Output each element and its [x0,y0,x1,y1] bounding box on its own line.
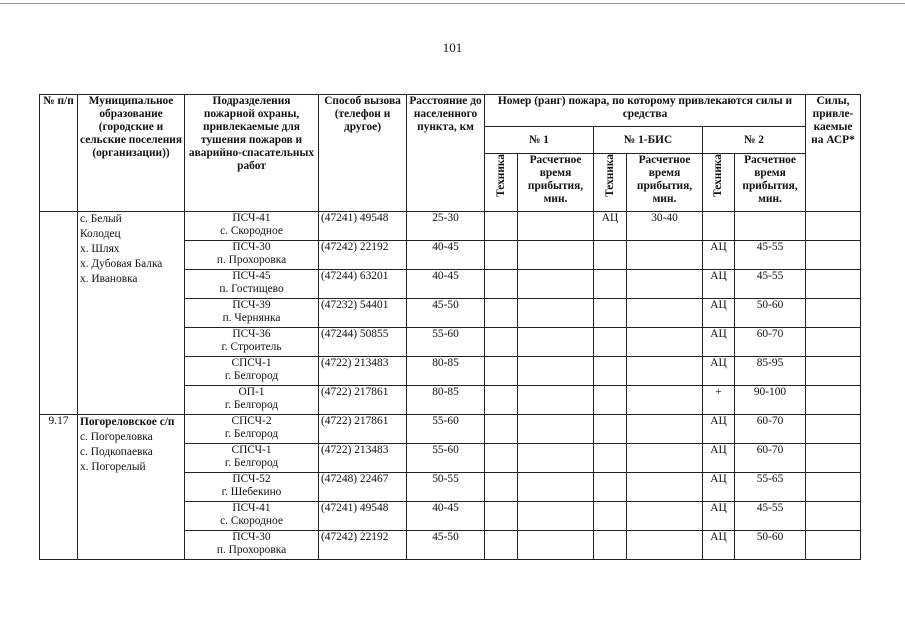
unit-location: г. Белгород [224,457,279,469]
unit-cell [185,212,319,241]
eta-rank-1-bis [627,444,703,473]
tech-rank-1 [485,502,518,531]
unit-name: СПСЧ-1 [231,444,272,456]
distance-value: 55-60 [407,328,485,357]
tech-rank-1-bis [594,241,627,270]
eta-rank-2 [735,212,806,241]
group-number: 9.17 [40,415,78,560]
eta-rank-1-bis [627,299,703,328]
eta-rank-1 [518,299,594,328]
unit-location: г. Строитель [221,341,282,353]
unit-location: с. Скородное [220,225,283,237]
call-phone: (47244) 50855 [319,328,407,357]
tech-rank-1-bis: АЦ [594,212,627,241]
tech-rank-1 [485,299,518,328]
distance-value: 55-60 [407,444,485,473]
table-row [40,212,861,241]
unit-cell [185,531,319,560]
call-phone: (4722) 217861 [319,415,407,444]
eta-rank-1 [518,241,594,270]
unit-name: ПСЧ-52 [232,473,271,485]
header-municipality: Муниципальное образование (городские и сельские поселения (организации)) [78,95,185,212]
unit-cell [185,241,319,270]
call-phone: (4722) 213483 [319,357,407,386]
header-tech-rank-1 [485,154,518,212]
eta-rank-1 [518,270,594,299]
header-rank-1: № 1 [485,127,594,154]
header-eta-rank-2: Расчетное время прибытия, мин. [735,154,806,212]
settlement-name: Колодец [80,228,121,240]
eta-rank-1 [518,531,594,560]
tech-rank-1 [485,531,518,560]
tech-rank-1 [485,386,518,415]
unit-cell [185,386,319,415]
unit-cell [185,328,319,357]
tech-rank-1 [485,241,518,270]
header-tech-label: Техника [603,154,616,197]
unit-cell [185,415,319,444]
eta-rank-1-bis: 30-40 [627,212,703,241]
tech-rank-2 [703,212,735,241]
group-number [40,212,78,415]
tech-rank-1-bis [594,386,627,415]
eta-rank-2: 45-55 [735,270,806,299]
header-asr: Силы, привле-каемые на АСР* [806,95,861,212]
eta-rank-2: 55-65 [735,473,806,502]
unit-cell [185,299,319,328]
municipality-cell [78,212,185,415]
call-phone: (47242) 22192 [319,241,407,270]
eta-rank-1 [518,212,594,241]
unit-location: п. Гостищево [219,283,284,295]
unit-name: ПСЧ-36 [232,328,271,340]
asr-forces [806,473,861,502]
eta-rank-1 [518,502,594,531]
tech-rank-1-bis [594,444,627,473]
eta-rank-2: 45-55 [735,502,806,531]
unit-location: п. Чернянка [222,312,281,324]
distance-value: 80-85 [407,386,485,415]
unit-name: ПСЧ-30 [232,531,271,543]
header-rank-2: № 2 [703,127,806,154]
tech-rank-2: АЦ [703,270,735,299]
eta-rank-1 [518,473,594,502]
settlement-name: с. Подкопаевка [80,446,153,458]
call-phone: (47244) 63201 [319,270,407,299]
header-tech-label: Техника [712,154,724,197]
settlement-name: х. Погорелый [80,461,146,473]
eta-rank-1 [518,357,594,386]
header-distance: Расстояние до населенного пункта, км [407,95,485,212]
tech-rank-2: АЦ [703,502,735,531]
asr-forces [806,386,861,415]
eta-rank-1-bis [627,386,703,415]
scan-artifact-line [0,3,905,4]
header-tech-rank-2 [703,154,735,212]
unit-location: г. Белгород [224,428,279,440]
unit-cell [185,502,319,531]
call-phone: (47241) 49548 [319,212,407,241]
tech-rank-2: АЦ [703,357,735,386]
tech-rank-1-bis [594,270,627,299]
settlement-name: с. Белый [80,213,122,225]
tech-rank-1-bis [594,531,627,560]
eta-rank-1-bis [627,473,703,502]
tech-rank-2: АЦ [703,531,735,560]
unit-location: п. Прохоровка [216,544,287,556]
distance-value: 40-45 [407,241,485,270]
tech-rank-2: АЦ [703,473,735,502]
distance-value: 55-60 [407,415,485,444]
asr-forces [806,531,861,560]
call-phone: (47232) 54401 [319,299,407,328]
asr-forces [806,357,861,386]
tech-rank-1 [485,444,518,473]
header-rank-1-bis: № 1-БИС [594,127,703,154]
tech-rank-2: АЦ [703,299,735,328]
eta-rank-2: 45-55 [735,241,806,270]
unit-cell [185,357,319,386]
municipality-cell [78,415,185,560]
distance-value: 80-85 [407,357,485,386]
tech-rank-2: + [703,386,735,415]
unit-cell [185,270,319,299]
unit-name: ОП-1 [238,386,265,398]
call-phone: (4722) 213483 [319,444,407,473]
distance-value: 25-30 [407,212,485,241]
asr-forces [806,299,861,328]
tech-rank-1 [485,328,518,357]
eta-rank-1 [518,386,594,415]
eta-rank-2: 60-70 [735,444,806,473]
eta-rank-2: 90-100 [735,386,806,415]
eta-rank-2: 60-70 [735,415,806,444]
settlement-name: с. Погореловка [80,431,153,443]
tech-rank-1-bis [594,357,627,386]
eta-rank-1-bis [627,357,703,386]
header-tech-rank-1-bis [594,154,627,212]
header-num: № п/п [40,95,78,212]
asr-forces [806,502,861,531]
tech-rank-2: АЦ [703,415,735,444]
tech-rank-1-bis [594,328,627,357]
fire-resources-table [39,94,861,560]
asr-forces [806,270,861,299]
header-tech-label: Техника [494,154,507,197]
tech-rank-1-bis [594,502,627,531]
unit-name: ПСЧ-30 [232,241,271,253]
eta-rank-1 [518,444,594,473]
table-row [40,415,861,444]
asr-forces [806,444,861,473]
header-rank-group: Номер (ранг) пожара, по которому привлекаются силы и средства [485,95,806,127]
asr-forces [806,328,861,357]
unit-location: г. Белгород [224,399,279,411]
tech-rank-1 [485,270,518,299]
eta-rank-1-bis [627,415,703,444]
eta-rank-1 [518,328,594,357]
unit-location: с. Скородное [220,515,283,527]
unit-cell [185,444,319,473]
unit-name: ПСЧ-41 [232,212,271,224]
eta-rank-1-bis [627,328,703,357]
eta-rank-1-bis [627,502,703,531]
settlement-name: х. Дубовая Балка [80,258,163,270]
asr-forces [806,415,861,444]
asr-forces [806,241,861,270]
distance-value: 50-55 [407,473,485,502]
call-phone: (47248) 22467 [319,473,407,502]
eta-rank-2: 60-70 [735,328,806,357]
settlement-name: х. Шлях [80,243,120,255]
tech-rank-1 [485,415,518,444]
eta-rank-1 [518,415,594,444]
asr-forces [806,212,861,241]
unit-name: ПСЧ-39 [232,299,271,311]
tech-rank-1 [485,357,518,386]
tech-rank-1 [485,473,518,502]
page-number: 101 [442,40,463,55]
unit-name: ПСЧ-45 [232,270,271,282]
unit-location: г. Шебекино [221,486,282,498]
header-call-method: Способ вызова (телефон и другое) [319,95,407,212]
tech-rank-1-bis [594,415,627,444]
eta-rank-2: 50-60 [735,531,806,560]
unit-name: СПСЧ-2 [231,415,272,427]
header-units: Подразделения пожарной охраны, привлекаемые для тушения пожаров и аварийно-спасательных работ [185,95,319,212]
unit-location: п. Прохоровка [216,254,287,266]
eta-rank-1-bis [627,531,703,560]
tech-rank-2: АЦ [703,444,735,473]
distance-value: 45-50 [407,531,485,560]
header-eta-rank-1-bis: Расчетное время прибытия, мин. [627,154,703,212]
unit-cell [185,473,319,502]
call-phone: (47241) 49548 [319,502,407,531]
tech-rank-1-bis [594,473,627,502]
tech-rank-2: АЦ [703,328,735,357]
distance-value: 40-45 [407,270,485,299]
distance-value: 45-50 [407,299,485,328]
distance-value: 40-45 [407,502,485,531]
eta-rank-1-bis [627,241,703,270]
unit-name: СПСЧ-1 [231,357,272,369]
call-phone: (4722) 217861 [319,386,407,415]
tech-rank-2: АЦ [703,241,735,270]
municipality-title: Погореловское с/п [80,416,175,428]
call-phone: (47242) 22192 [319,531,407,560]
unit-location: г. Белгород [224,370,279,382]
settlement-name: х. Ивановка [80,273,138,285]
tech-rank-1-bis [594,299,627,328]
eta-rank-1-bis [627,270,703,299]
header-eta-rank-1: Расчетное время прибытия, мин. [518,154,594,212]
eta-rank-2: 50-60 [735,299,806,328]
tech-rank-1 [485,212,518,241]
eta-rank-2: 85-95 [735,357,806,386]
unit-name: ПСЧ-41 [232,502,271,514]
